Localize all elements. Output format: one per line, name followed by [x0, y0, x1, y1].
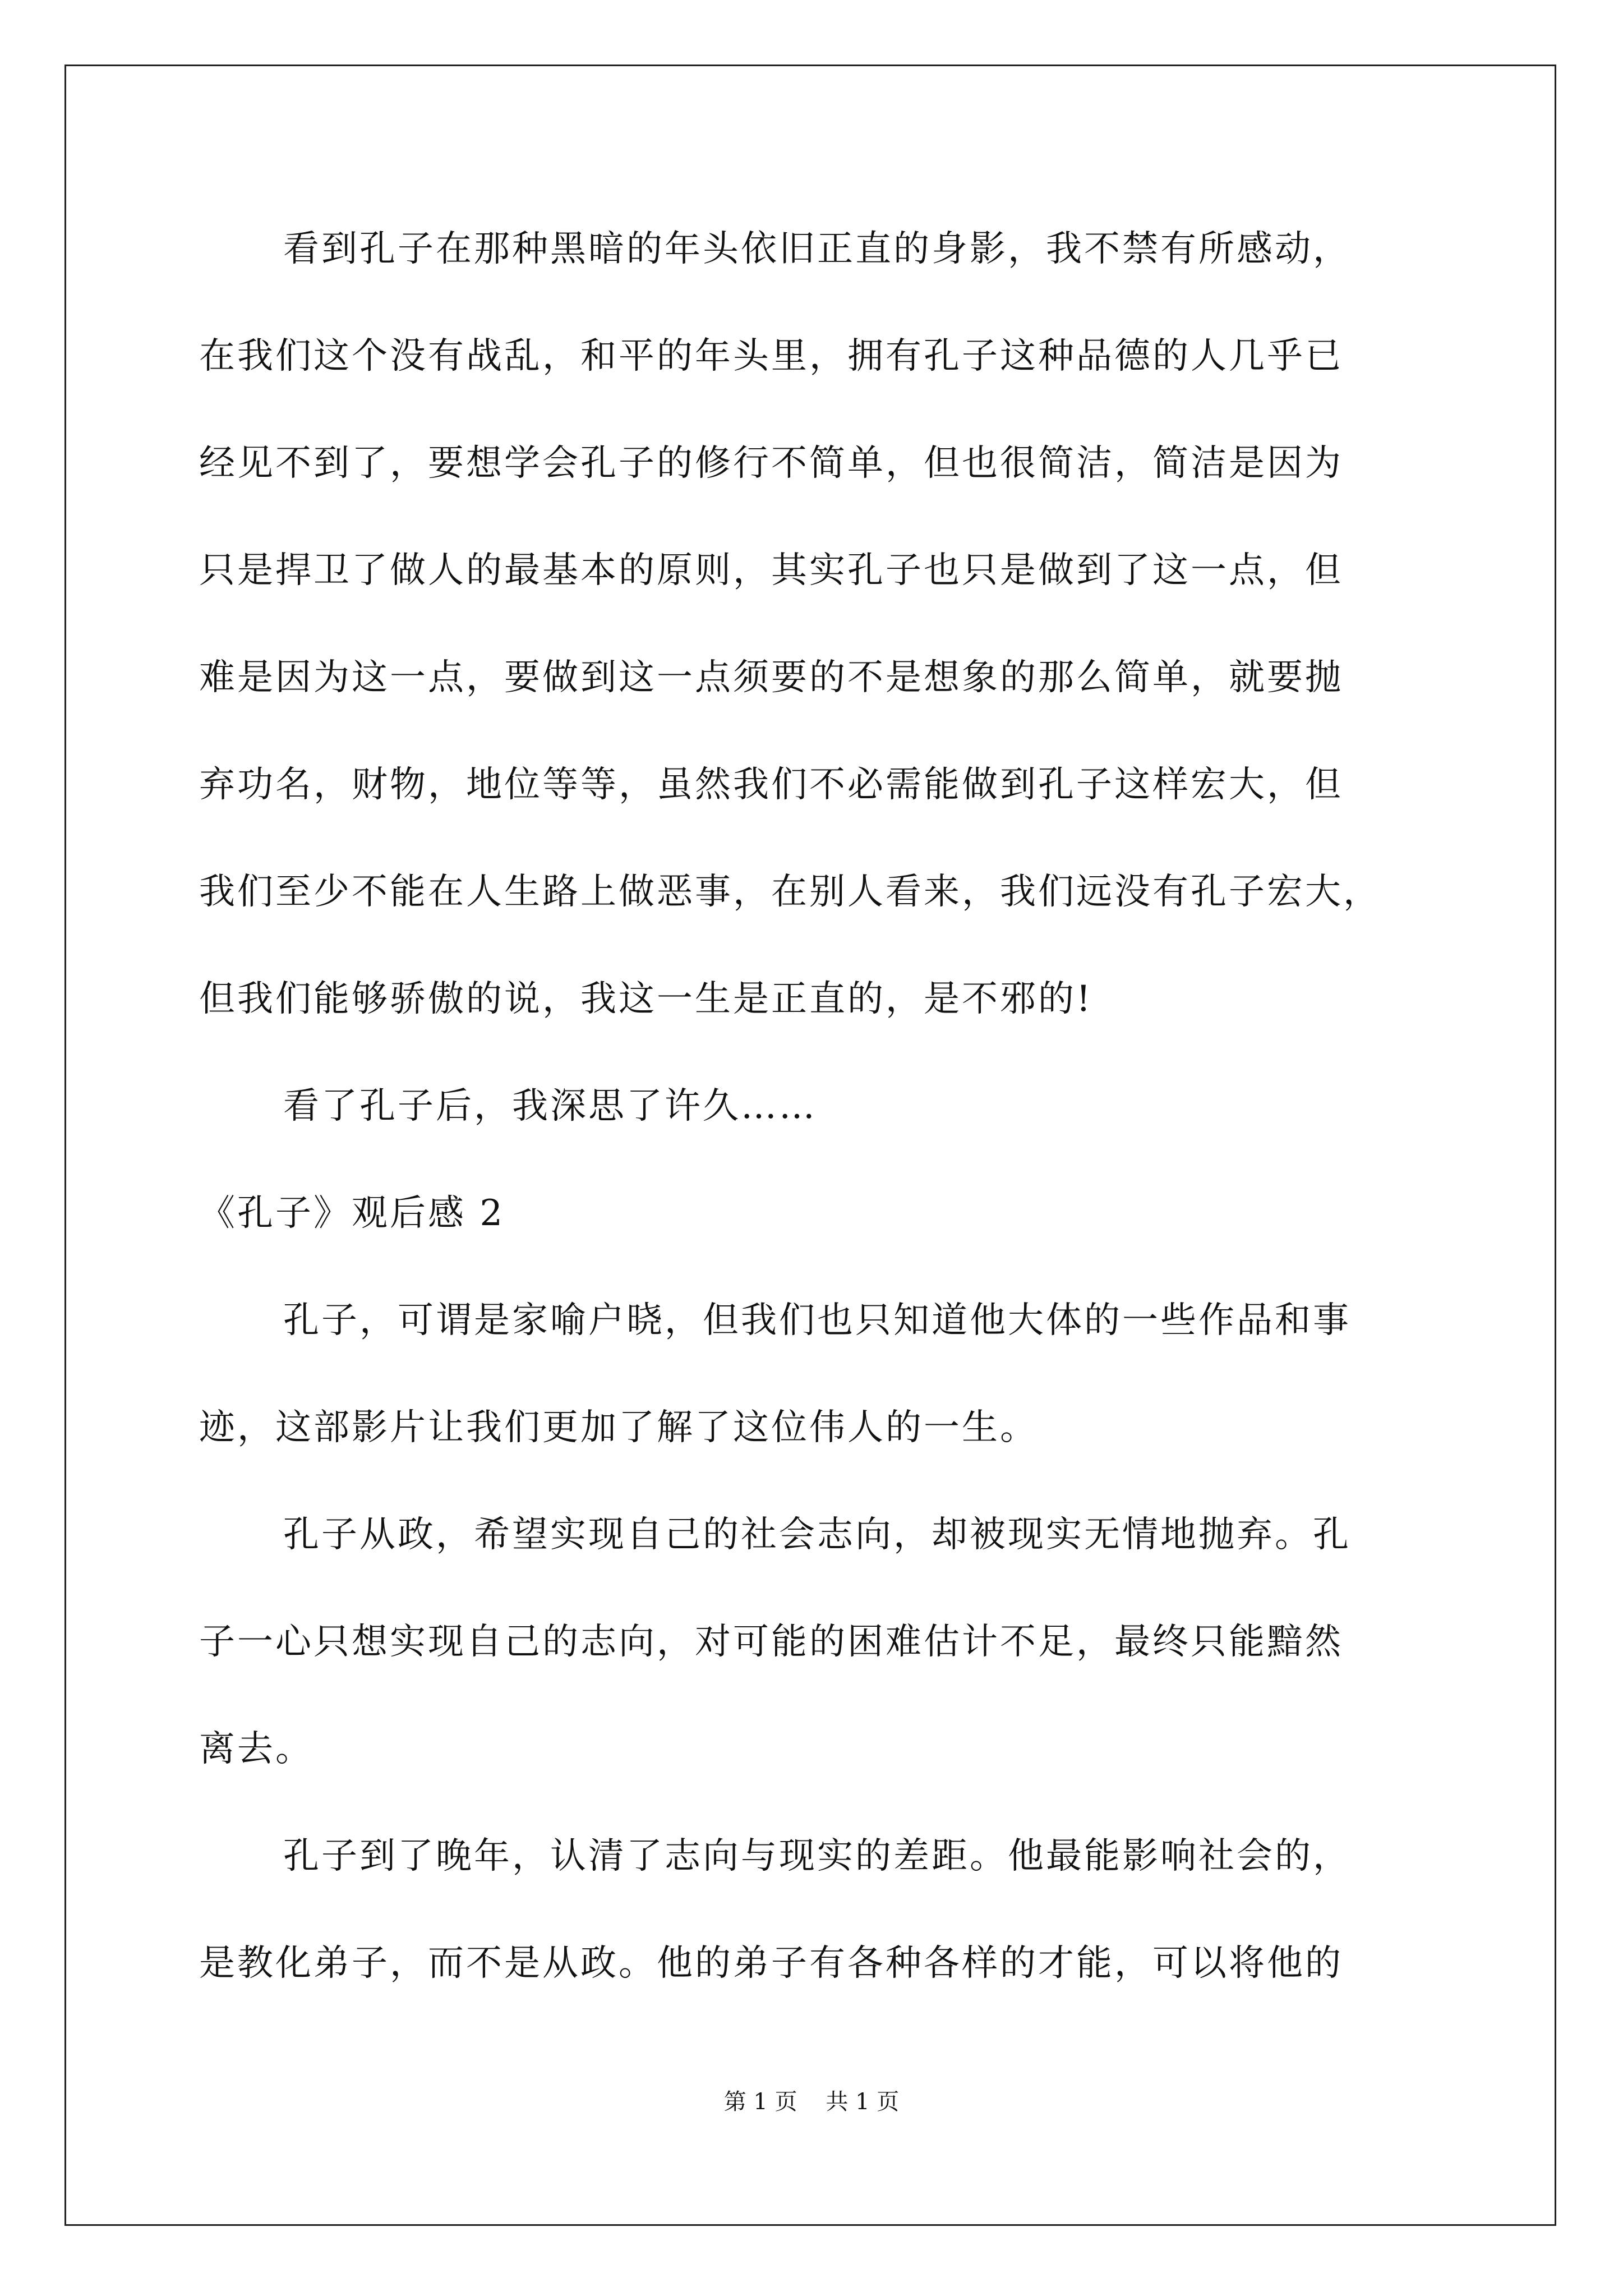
- paragraph-line: 看了孔子后，我深思了许久……: [283, 1085, 817, 1127]
- paragraph-line: 只是捍卫了做人的最基本的原则，其实孔子也只是做到了这一点，但: [199, 550, 1343, 591]
- paragraph-line: 看到孔子在那种黑暗的年头依旧正直的身影，我不禁有所感动，: [283, 228, 1351, 270]
- section-heading: 《孔子》观后感 2: [199, 1193, 505, 1234]
- paragraph-line: 弃功名，财物，地位等等，虽然我们不必需能做到孔子这样宏大，但: [199, 764, 1343, 806]
- paragraph-line: 在我们这个没有战乱，和平的年头里，拥有孔子这种品德的人几乎已: [199, 335, 1343, 377]
- paragraph-line: 孔子，可谓是家喻户晓，但我们也只知道他大体的一些作品和事: [283, 1300, 1351, 1341]
- paragraph-line: 孔子从政，希望实现自己的社会志向，却被现实无情地抛弃。孔: [283, 1514, 1351, 1556]
- paragraph-line: 孔子到了晚年，认清了志向与现实的差距。他最能影响社会的，: [283, 1835, 1351, 1877]
- paragraph-line: 经见不到了，要想学会孔子的修行不简单，但也很简洁，简洁是因为: [199, 443, 1343, 484]
- paragraph-line: 子一心只想实现自己的志向，对可能的困难估计不足，最终只能黯然: [199, 1621, 1343, 1663]
- paragraph-line: 我们至少不能在人生路上做恶事，在别人看来，我们远没有孔子宏大，: [199, 871, 1381, 913]
- paragraph-line: 迹，这部影片让我们更加了解了这位伟人的一生。: [199, 1407, 1038, 1448]
- paragraph-line: 但我们能够骄傲的说，我这一生是正直的，是不邪的!: [199, 978, 1093, 1020]
- paragraph-line: 是教化弟子，而不是从政。他的弟子有各种各样的才能，可以将他的: [199, 1943, 1343, 1984]
- paragraph-line: 难是因为这一点，要做到这一点须要的不是想象的那么简单，就要抛: [199, 657, 1343, 698]
- page-footer: 第 1 页 共 1 页: [723, 2089, 900, 2115]
- page-border: [64, 65, 1556, 2226]
- paragraph-line: 离去。: [199, 1728, 313, 1770]
